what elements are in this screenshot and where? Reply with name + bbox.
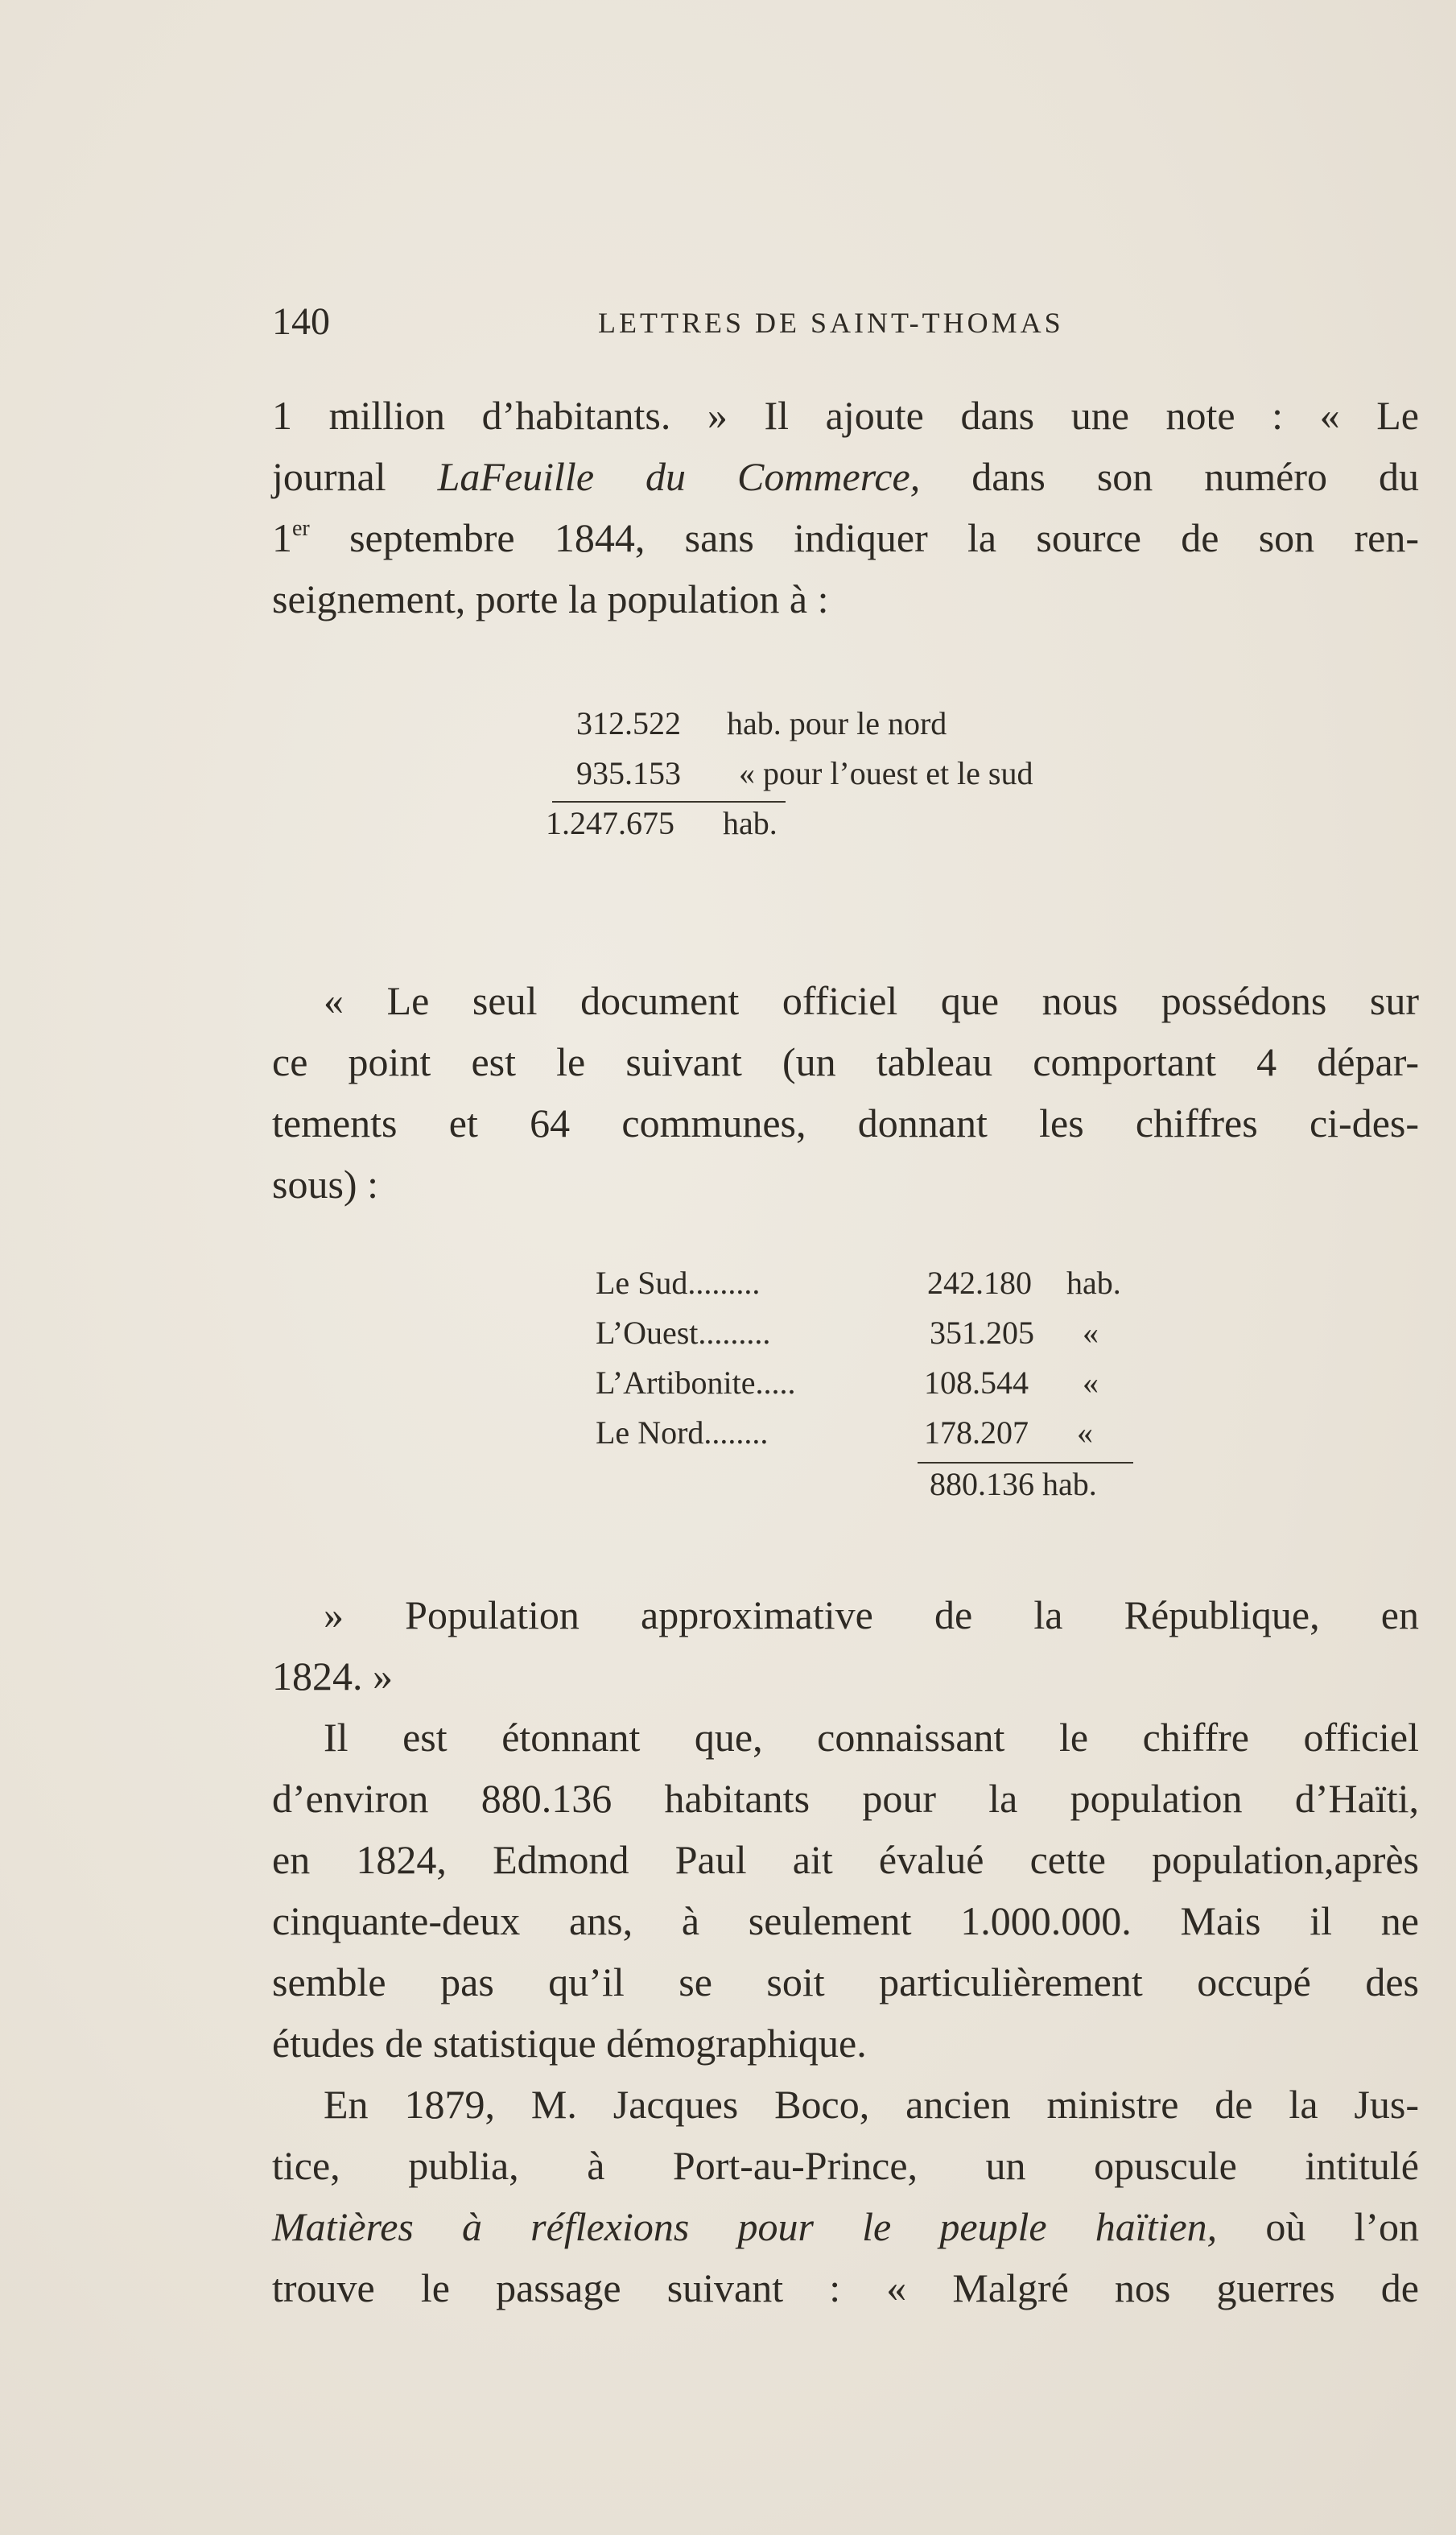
table-row — [596, 1314, 1159, 1364]
text-line: « Le seul document officiel que nous possédons sur — [324, 978, 1419, 1023]
paragraph-boco — [272, 2074, 1419, 2318]
text-line: 1er septembre 1844, sans indiquer la source de son ren- — [272, 515, 1419, 560]
table-total-row — [596, 1465, 1159, 1515]
text-line: Il est étonnant que, connaissant le chiffre officiel — [324, 1715, 1419, 1760]
population-total: 880.136 hab. — [930, 1466, 1097, 1502]
text-line: 1 million d’habitants. » Il ajoute dans une note : « Le — [272, 393, 1419, 438]
population-value: 351.205 — [930, 1315, 1034, 1351]
paragraph-approx-population — [272, 1584, 1419, 1707]
ordinal-superscript: er — [292, 516, 310, 541]
population-value: 242.180 — [927, 1265, 1032, 1301]
book-title: Matières à réflexions pour le peuple haïtien, — [272, 2204, 1218, 2249]
department-name: Le Nord........ — [596, 1414, 769, 1451]
text-line: 1824. » — [272, 1654, 393, 1699]
table-row — [596, 1264, 1159, 1314]
text-line: cinquante-deux ans, à seulement 1.000.000. Mais il ne — [272, 1898, 1419, 1943]
running-title: LETTRES DE SAINT-THOMAS — [598, 307, 1064, 339]
department-name: Le Sud......... — [596, 1265, 761, 1301]
text-line: tice, publia, à Port-au-Prince, un opuscule intitulé — [272, 2143, 1419, 2188]
population-total: 1.247.675 — [546, 805, 674, 841]
text-line: ce point est le suivant (un tableau comportant 4 dépar- — [272, 1039, 1419, 1084]
population-label: hab. pour le nord — [727, 705, 947, 741]
text-line: d’environ 880.136 habitants pour la population d’Haïti, — [272, 1776, 1419, 1821]
text-line: trouve le passage suivant : « Malgré nos guerres de — [272, 2265, 1419, 2310]
text-line: semble pas qu’il se soit particulièrement occupé des — [272, 1959, 1419, 2004]
text-line: En 1879, M. Jacques Boco, ancien ministre de la Jus- — [324, 2082, 1419, 2127]
population-unit: « — [1083, 1365, 1099, 1401]
newspaper-title: LaFeuille du Commerce, — [437, 454, 921, 499]
population-value: 312.522 — [576, 705, 681, 741]
population-label: hab. — [723, 805, 777, 841]
text-line: Matières à réflexions pour le peuple haïtien, où l’on — [272, 2204, 1420, 2249]
sum-rule — [552, 801, 786, 803]
paragraph-commentary — [272, 1707, 1419, 2074]
text-line: en 1824, Edmond Paul ait évalué cette population,après — [272, 1837, 1419, 1882]
table-row — [596, 1414, 1159, 1464]
department-name: L’Ouest......... — [596, 1315, 771, 1351]
population-value: 935.153 — [576, 755, 681, 791]
text-line: journal LaFeuille du Commerce, dans son numéro du — [272, 454, 1420, 499]
population-unit: « — [1083, 1315, 1099, 1351]
page-number: 140 — [272, 300, 330, 343]
text-line: études de statistique démographique. — [272, 2021, 867, 2066]
population-value: 178.207 — [924, 1414, 1029, 1451]
page-header — [272, 299, 1133, 348]
population-value: 108.544 — [924, 1365, 1029, 1401]
text-line: sous) : — [272, 1162, 378, 1207]
text-line: » Population approximative de la République, en — [324, 1592, 1419, 1637]
paragraph-quote-edmond-paul — [272, 385, 1419, 630]
text-line: seignement, porte la population à : — [272, 576, 829, 621]
paragraph-official-document — [272, 970, 1419, 1215]
table-row — [596, 1364, 1159, 1414]
text-line: tements et 64 communes, donnant les chiffres ci-des- — [272, 1100, 1419, 1146]
population-unit: hab. — [1066, 1265, 1121, 1301]
sum-rule — [918, 1462, 1133, 1464]
population-label: « pour l’ouest et le sud — [739, 755, 1033, 791]
population-unit: « — [1077, 1414, 1093, 1451]
department-name: L’Artibonite..... — [596, 1365, 796, 1401]
